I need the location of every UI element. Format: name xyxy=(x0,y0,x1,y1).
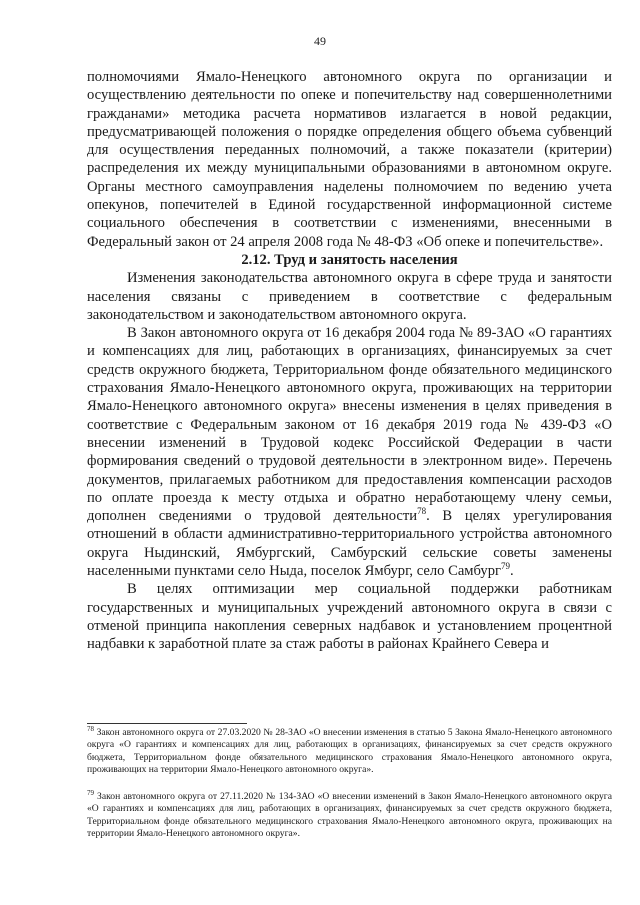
footnote-78-number: 78 xyxy=(87,724,94,733)
footnote-ref-78[interactable]: 78 xyxy=(417,506,427,517)
section-heading: 2.12. Труд и занятость населения xyxy=(241,251,458,268)
footnote-78-text: Закон автономного округа от 27.03.2020 № 28-ЗАО «О внесении изменения в статью 5 Закона Ямало-Ненецкого автономного округа «О гарантиях и компенсациях для лиц, работающих в организациях, финансируемых за счет средств окружного бюджета, Территориальном фонде обязательного медицинского страхования Ямало-Ненецкого автономного округа, проживающих на территории Ямало-Ненецкого автономного округа». xyxy=(87,727,612,775)
paragraph-law-89-part3: . xyxy=(510,563,514,580)
paragraph-law-89-part1: В Закон автономного округа от 16 декабря 2004 года № 89-ЗАО «О гарантиях и компенсациях для лиц, работающих в организациях, финансируемых за счет средств окружного бюджета, Территориальном фонде обязательного медицинского страхования Ямало-Ненецкого автономного округа, проживающих на территории Ямало-Ненецкого автономного округа» внесены изменения в целях приведения в соответствие с Федеральным законом от 16 декабря 2019 года № 439-ФЗ «О внесении изменений в Трудовой кодекс Российской Федерации в части формирования сведений о трудовой деятельности в электронном виде». Перечень документов, прилагаемых работником для предоставления компенсации расходов по оплате проезда к месту отдыха и обратно неработающему члену семьи, дополнен сведениями о трудовой деятельности xyxy=(87,325,612,525)
paragraph-opeka: полномочиями Ямало-Ненецкого автономного округа по организации и осуществлению деятельности по опеке и попечительству над совершеннолетними гражданами» методика расчета нормативов излагается в новой редакции, предусматривающей положения о порядке определения общего объема субвенций для осуществления переданных полномочий, а также показатели (критерии) распределения их между муниципальными образованиями в автономном округе. Органы местного самоуправления наделены полномочием по ведению учета опекунов, попечителей в Единой государственной информационной системе социального обеспечения в соответствии с изменениями, внесенными в Федеральный закон от 24 апреля 2008 года № 48-ФЗ «Об опеке и попечительстве». xyxy=(87,69,612,250)
footnote-78 xyxy=(87,724,612,776)
footnote-79 xyxy=(87,788,612,840)
paragraph-intro: Изменения законодательства автономного округа в сфере труда и занятости населения связаны с приведением в соответствие с федеральным законодательством и законодательством автономного округа. xyxy=(87,270,612,323)
footnote-ref-79[interactable]: 79 xyxy=(501,561,510,572)
paragraph-optimization: В целях оптимизации мер социальной поддержки работникам государственных и муниципальных учреждений автономного округа в связи с отменой принципа накопления северных надбавок и установлением процентной надбавки к заработной плате за стаж работы в районах Крайнего Севера и xyxy=(87,581,612,653)
page-number: 49 xyxy=(314,34,326,48)
footnote-79-number: 79 xyxy=(87,788,94,797)
paragraph-law-89 xyxy=(87,324,612,580)
body-text xyxy=(87,68,612,654)
footnote-79-text: Закон автономного округа от 27.11.2020 № 134-ЗАО «О внесении изменений в Закон Ямало-Ненецкого автономного округа «О гарантиях и компенсациях для лиц, работающих в организациях, финансируемых за счет средств окружного бюджета, Территориальном фонде обязательного медицинского страхования Ямало-Ненецкого автономного округа, проживающих на территории Ямало-Ненецкого автономного округа». xyxy=(87,791,612,839)
paragraph-law-89-part2: . В целях урегулирования отношений в области административно-территориального устройства автономного округа Ныдинский, Ямбургский, Самбурский сельские советы заменены населенными пунктами село Ныда, поселок Ямбург, село Самбург xyxy=(87,508,612,580)
footnote-separator xyxy=(87,723,247,724)
